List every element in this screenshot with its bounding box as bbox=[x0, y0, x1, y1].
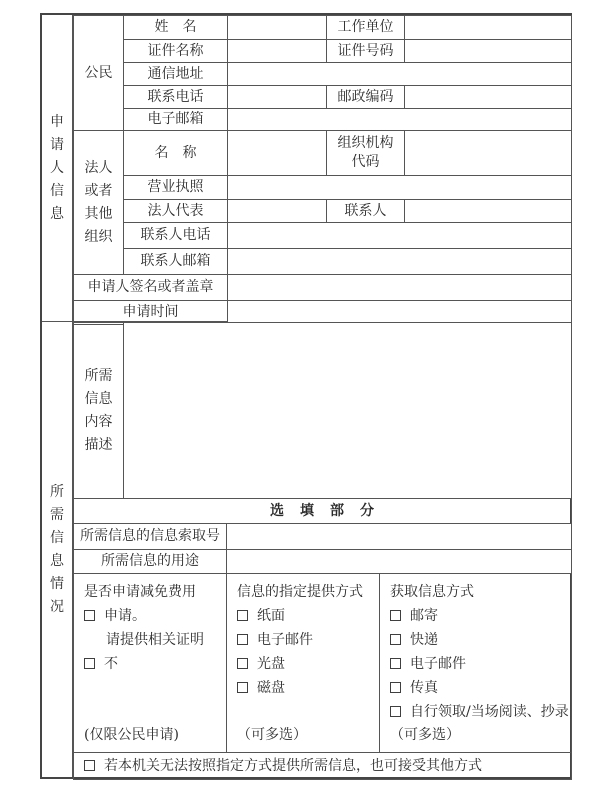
provide-email-checkbox[interactable] bbox=[237, 634, 248, 645]
fee-waiver-option-no[interactable]: 不 bbox=[84, 656, 222, 673]
org-code-input-cell[interactable] bbox=[405, 131, 572, 176]
contact-phone-label: 联系人电话 bbox=[124, 223, 228, 249]
address-input-cell[interactable] bbox=[228, 63, 572, 86]
application-form-table bbox=[40, 13, 572, 779]
obtain-option-express[interactable]: 快递 bbox=[390, 632, 567, 649]
applicant-section-label: 申 请 人 信 息 bbox=[42, 15, 73, 321]
obtain-option-fax[interactable]: 传真 bbox=[390, 680, 567, 697]
provide-method-column bbox=[227, 574, 380, 753]
provide-option-disk[interactable]: 磁盘 bbox=[237, 680, 375, 697]
fee-waiver-column bbox=[74, 574, 227, 753]
obtain-method-column bbox=[380, 574, 572, 753]
required-info-section bbox=[42, 322, 570, 777]
purpose-label: 所需信息的用途 bbox=[74, 550, 227, 574]
postcode-input-cell[interactable] bbox=[405, 86, 572, 109]
self-pickup-checkbox[interactable] bbox=[390, 706, 401, 717]
work-unit-label: 工作单位 bbox=[327, 16, 405, 40]
cert-number-input-cell[interactable] bbox=[405, 40, 572, 63]
org-name-label: 名 称 bbox=[124, 131, 228, 176]
fallback-note-text: 若本机关无法按照指定方式提供所需信息，也可接受其他方式 bbox=[104, 757, 482, 774]
purpose-input-cell[interactable] bbox=[227, 550, 572, 574]
phone-input-cell[interactable] bbox=[228, 86, 327, 109]
name-input-cell[interactable] bbox=[228, 16, 327, 40]
license-label: 营业执照 bbox=[124, 176, 228, 200]
provide-option-cd[interactable]: 光盘 bbox=[237, 656, 375, 673]
fee-waiver-title: 是否申请减免费用 bbox=[84, 584, 196, 600]
contact-phone-input-cell[interactable] bbox=[228, 223, 572, 249]
index-number-label: 所需信息的信息索取号 bbox=[74, 524, 227, 550]
apply-time-label: 申请时间 bbox=[74, 301, 228, 325]
signature-label: 申请人签名或者盖章 bbox=[74, 275, 228, 301]
mail-checkbox[interactable] bbox=[390, 610, 401, 621]
contact-email-label: 联系人邮箱 bbox=[124, 249, 228, 275]
obtain-option-self-pickup[interactable]: 自行领取/当场阅读、抄录 bbox=[390, 704, 567, 721]
fee-waiver-option-apply[interactable]: 申请。 bbox=[84, 608, 222, 625]
paper-checkbox[interactable] bbox=[237, 610, 248, 621]
applicant-section bbox=[42, 15, 570, 322]
fax-checkbox[interactable] bbox=[390, 682, 401, 693]
express-checkbox[interactable] bbox=[390, 634, 401, 645]
obtain-method-title: 获取信息方式 bbox=[390, 584, 474, 600]
index-number-input-cell[interactable] bbox=[227, 524, 572, 550]
email-input-cell[interactable] bbox=[228, 109, 572, 131]
org-name-input-cell[interactable] bbox=[228, 131, 327, 176]
organization-group-label: 法人 或者 其他 组织 bbox=[74, 131, 124, 275]
signature-input-cell[interactable] bbox=[228, 275, 572, 301]
provide-method-title: 信息的指定提供方式 bbox=[237, 584, 363, 600]
description-label: 所需 信息 内容 描述 bbox=[74, 323, 124, 499]
fallback-note-row bbox=[74, 753, 572, 780]
provide-option-paper[interactable]: 纸面 bbox=[237, 608, 375, 625]
no-checkbox[interactable] bbox=[84, 658, 95, 669]
fee-waiver-apply-note: 请提供相关证明 bbox=[106, 632, 204, 648]
org-code-label: 组织机构 代码 bbox=[327, 131, 405, 176]
description-input-cell[interactable] bbox=[124, 323, 572, 499]
provide-method-footnote: （可多选） bbox=[237, 727, 307, 743]
cd-checkbox[interactable] bbox=[237, 658, 248, 669]
cert-name-input-cell[interactable] bbox=[228, 40, 327, 63]
fallback-checkbox[interactable] bbox=[84, 760, 95, 771]
address-label: 通信地址 bbox=[124, 63, 228, 86]
optional-part-header: 选 填 部 分 bbox=[74, 499, 572, 524]
citizen-group-label: 公民 bbox=[74, 16, 124, 131]
obtain-option-mail[interactable]: 邮寄 bbox=[390, 608, 567, 625]
name-label: 姓 名 bbox=[124, 16, 228, 40]
contact-label: 联系人 bbox=[327, 200, 405, 223]
obtain-method-footnote: （可多选） bbox=[390, 727, 460, 743]
contact-input-cell[interactable] bbox=[405, 200, 572, 223]
obtain-option-email[interactable]: 电子邮件 bbox=[390, 656, 567, 673]
work-unit-input-cell[interactable] bbox=[405, 16, 572, 40]
provide-option-email[interactable]: 电子邮件 bbox=[237, 632, 375, 649]
apply-checkbox[interactable] bbox=[84, 610, 95, 621]
phone-label: 联系电话 bbox=[124, 86, 228, 109]
email-label: 电子邮箱 bbox=[124, 109, 228, 131]
legal-rep-label: 法人代表 bbox=[124, 200, 228, 223]
cert-name-label: 证件名称 bbox=[124, 40, 228, 63]
disk-checkbox[interactable] bbox=[237, 682, 248, 693]
license-input-cell[interactable] bbox=[228, 176, 572, 200]
legal-rep-input-cell[interactable] bbox=[228, 200, 327, 223]
fee-waiver-footnote: (仅限公民申请) bbox=[84, 727, 179, 743]
apply-time-input-cell[interactable] bbox=[228, 301, 572, 325]
postcode-label: 邮政编码 bbox=[327, 86, 405, 109]
required-info-section-label: 所 需 信 息 情 况 bbox=[42, 322, 73, 777]
contact-email-input-cell[interactable] bbox=[228, 249, 572, 275]
obtain-email-checkbox[interactable] bbox=[390, 658, 401, 669]
cert-number-label: 证件号码 bbox=[327, 40, 405, 63]
applicant-grid bbox=[73, 15, 572, 321]
required-info-grid bbox=[73, 322, 572, 777]
